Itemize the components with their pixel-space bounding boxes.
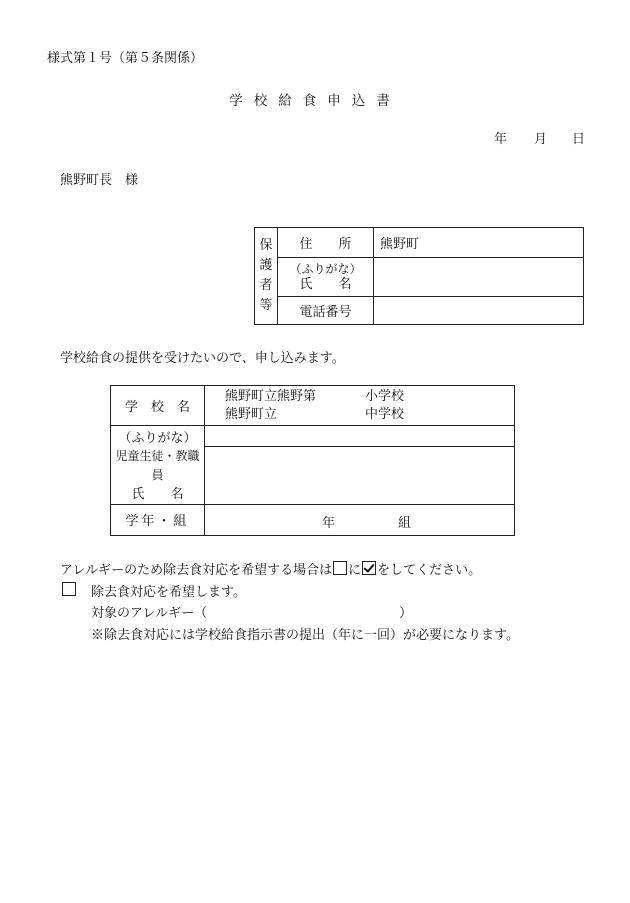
- checked-checkbox-icon: [362, 561, 376, 575]
- elementary-prefix: 熊野町立熊野第: [225, 388, 317, 404]
- student-name-text: 氏 名: [131, 486, 184, 502]
- guardian-name-label: [278, 258, 374, 297]
- side-char-1: 保: [259, 238, 273, 253]
- empty-checkbox-icon: [333, 561, 347, 575]
- school-table: [110, 385, 515, 536]
- student-name-label: [111, 447, 205, 505]
- allergy-remark: ※除去食対応には学校給食指示書の提出（年に一回）が必要になります。: [91, 628, 519, 643]
- side-char-3: 者: [259, 278, 273, 293]
- phone-label: 電話番号: [278, 297, 374, 325]
- date-month-label: 月: [534, 132, 548, 147]
- elementary-line: [225, 388, 514, 406]
- school-name-label: 学 校 名: [111, 386, 205, 426]
- person-label: 児童生徒・教職員: [115, 448, 200, 482]
- addressee: 熊野町長 様: [60, 173, 139, 188]
- guardian-name-text: 氏 名: [299, 277, 352, 292]
- guardian-table: [254, 227, 584, 325]
- elementary-suffix: 小学校: [365, 388, 405, 404]
- junior-line: [225, 406, 514, 424]
- allergy-note-before: アレルギーのため除去食対応を希望する場合は: [60, 563, 333, 578]
- junior-prefix: 熊野町立: [225, 406, 278, 422]
- allergy-note: [60, 559, 481, 578]
- allergy-option-checkbox[interactable]: [62, 582, 76, 596]
- student-furigana-field[interactable]: [205, 426, 515, 447]
- grade-class-field[interactable]: [205, 504, 515, 535]
- allergy-option-label: 除去食対応を希望します。: [91, 585, 246, 600]
- student-furigana-label: （ふりがな）: [111, 426, 205, 447]
- guardian-name-field[interactable]: [374, 258, 584, 297]
- grade-class-label: 組: [398, 515, 412, 531]
- allergy-target-label: 対象のアレルギー（: [91, 606, 208, 621]
- address-field[interactable]: 熊野町: [374, 228, 584, 258]
- grade-year-label: 年: [322, 515, 336, 531]
- allergy-note-mid: に: [348, 563, 362, 578]
- side-char-2: 護: [259, 258, 273, 273]
- side-char-4: 等: [259, 298, 273, 313]
- allergy-note-after: をしてください。: [377, 563, 482, 578]
- student-name-field[interactable]: [205, 447, 515, 505]
- guardian-furigana-label: （ふりがな）: [289, 262, 362, 276]
- grade-label: 学年・組: [111, 504, 205, 535]
- form-number: 様式第１号（第５条関係）: [47, 51, 204, 66]
- date-day-label: 日: [572, 132, 586, 147]
- guardian-side-label: [255, 228, 278, 325]
- address-label: 住 所: [278, 228, 374, 258]
- phone-field[interactable]: [374, 297, 584, 325]
- intro-text: 学校給食の提供を受けたいので、申し込みます。: [60, 351, 345, 366]
- allergy-target-close: ）: [399, 606, 413, 621]
- date-year-label: 年: [494, 132, 508, 147]
- allergy-target-line: [91, 602, 412, 621]
- junior-suffix: 中学校: [365, 406, 405, 422]
- school-name-field[interactable]: [205, 386, 515, 426]
- page-title: 学校給食申込書: [229, 93, 401, 109]
